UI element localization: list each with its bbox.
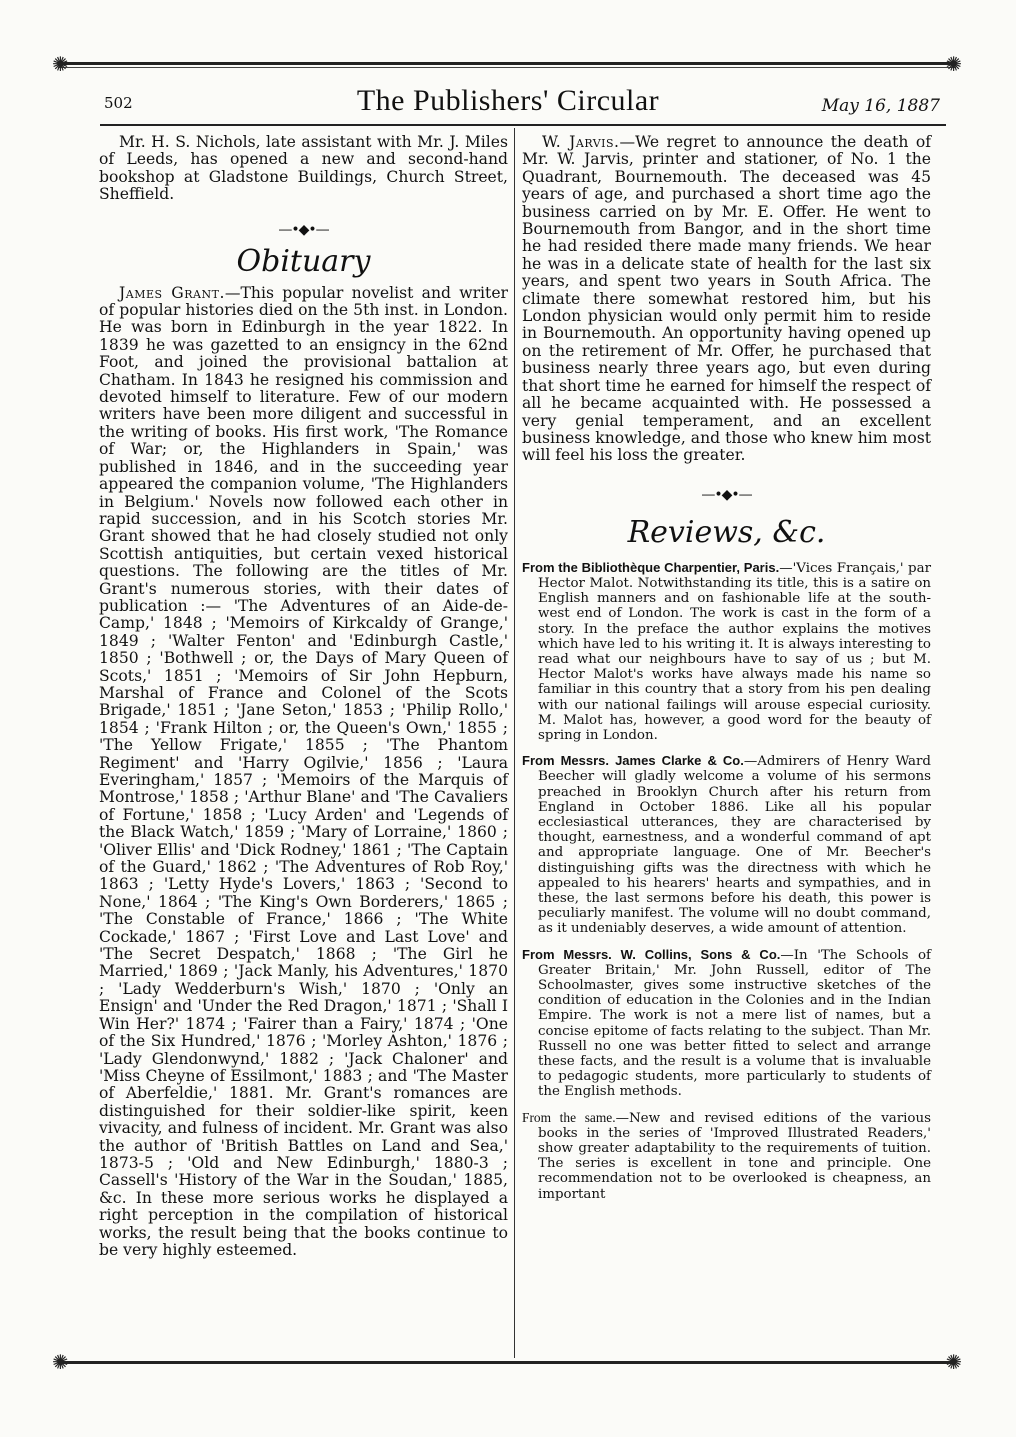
left-column [99, 134, 508, 1259]
corner-ornament-icon: ✺ [945, 52, 962, 76]
review-source: From the Bibliothèque Charpentier, Paris. [522, 559, 780, 575]
obituary-jarvis-text: —We regret to announce the death of Mr. W. Jarvis, printer and stationer, of No. 1 the Quadrant, Bournemouth. The deceased was 45 years of age, and purchased a short time ago the business carried on by Mr. E. Offer. He went to Bournemouth from Bangor, and in the short time he had resided there made many friends. We hear he was in a delicate state of health for the last six years, and spent two years in South Africa. The climate there somewhat restored him, but his London physician would only permit him to reside in Bournemouth. An opportunity having opened up on the retirement of Mr. Offer, he purchased that business nearly three years ago, but even during that short time he earned for himself the respect of all he became acquainted with. He possessed a very genial temperament, and an excellent business knowledge, and those who knew him most will feel his loss the greater. [522, 133, 931, 465]
top-border-rule [58, 62, 956, 65]
reviews-heading: Reviews, &c. [627, 514, 826, 550]
issue-date: May 16, 1887 [821, 96, 940, 116]
review-text: —'Vices Français,' par Hector Malot. Notwithstanding its title, this is a satire on English manners and on fashionable life at the south-west end of London. The work is cast in the form of a story. In the preface the author explains the motives which have led to his writing it. It is always interesting to read what our neighbours have to say of us ; but M. Hector Malot's works have always made his name so familiar in this country that a story from his pen dealing with our national failings will arouse especial curiosity. M. Malot has, however, a good word for the beauty of spring in London. [538, 560, 931, 743]
obituary-heading: Obituary [236, 243, 371, 279]
review-text: —New and revised editions of the various books in the series of 'Improved Illustrated Readers,' show greater adaptability to the requirements of tuition. The series is excellent in tone and principle. One recommendation not to be overlooked is cheapness, an important [538, 1110, 931, 1202]
obituary-grant [99, 285, 508, 1260]
review-source: From the same. [522, 1109, 616, 1125]
review-source: From Messrs. James Clarke & Co. [522, 753, 744, 769]
review-source: From Messrs. W. Collins, Sons & Co. [522, 946, 781, 962]
obituary-subject-name: W. Jarvis. [542, 133, 620, 151]
corner-ornament-icon: ✺ [52, 1350, 69, 1374]
obituary-subject-name: James Grant. [119, 283, 225, 302]
review-text: —Admirers of Henry Ward Beecher will gladly welcome a volume of his sermons preached in Brooklyn Church after his return from England in October 1886. Like all his popular ecclesiastical utterances, they are characterised by thought, earnestness, and a wonderful command of apt and appropriate language. One of Mr. Beecher's distinguishing gifts was the directness with which he appealed to his hearers' hearts and sympathies, and in these, the last sermons before his death, this power is peculiarly manifest. The volume will no doubt command, as it undeniably deserves, a wide amount of attention. [538, 754, 931, 937]
corner-ornament-icon: ✺ [945, 1350, 962, 1374]
section-separator: —•◆•— [278, 221, 329, 238]
top-border-rule-thin [58, 67, 956, 68]
page-title: The Publishers' Circular [356, 84, 660, 117]
review-entry [522, 1110, 931, 1202]
obituary-grant-text: —This popular novelist and writer of popular histories died on the 5th inst. in London. He was born in Edinburgh in the year 1822. In 1839 he was gazetted to an ensigncy in the 62nd Foot, and joined the provisional battalion at Chatham. In 1843 he resigned his commission and devoted himself to literature. Few of our modern writers have been more diligent and successful in the writing of books. His first work, 'The Romance of War; or, the Highlanders in Spain,' was published in 1846, and in the succeeding year appeared the companion volume, 'The Highlanders in Belgium.' Novels now followed each other in rapid succession, and in his Scotch stories Mr. Grant showed that he had closely studied not only Scottish antiquities, but certain vexed historical questions. The following are the titles of Mr. Grant's numerous stories, with their dates of publication :— 'The Adventures of an Aide-de-Camp,' 1848 ; 'Memoirs of Kirkcaldy of Grange,' 1849 ; 'Walter Fenton' and 'Edinburgh Castle,' 1850 ; 'Bothwell ; or, the Days of Mary Queen of Scots,' 1851 ; 'Memoirs of Sir John Hepburn, Marshal of France and Colonel of the Scots Brigade,' 1851 ; 'Jane Seton,' 1853 ; 'Philip Rollo,' 1854 ; 'Frank Hilton ; or, the Queen's Own,' 1855 ; 'The Yellow Frigate,' 1855 ; 'The Phantom Regiment' and 'Harry Ogilvie,' 1856 ; 'Laura Everingham,' 1857 ; 'Memoirs of the Marquis of Montrose,' 1858 ; 'Arthur Blane' and 'The Cavaliers of Fortune,' 1858 ; 'Lucy Arden' and 'Legends of the Black Watch,' 1859 ; 'Mary of Lorraine,' 1860 ; 'Oliver Ellis' and 'Dick Rodney,' 1861 ; 'The Captain of the Guard,' 1862 ; 'The Adventures of Rob Roy,' 1863 ; 'Letty Hyde's Lovers,' 1863 ; 'Second to None,' 1864 ; 'The King's Own Borderers,' 1865 ; 'The Constable of France,' 1866 ; 'The White Cockade,' 1867 ; 'First Love and Last Love' and 'The Secret Despatch,' 1868 ; 'The Girl he Married,' 1869 ; 'Jack Manly, his Adventures,' 1870 ; 'Lady Wedderburn's Wish,' 1870 ; 'Only an Ensign' and 'Under the Red Dragon,' 1871 ; 'Shall I Win Her?' 1874 ; 'Fairer than a Fairy,' 1874 ; 'One of the Six Hundred,' 1876 ; 'Morley Ashton,' 1876 ; 'Lady Glendonwynd,' 1882 ; 'Jack Chaloner' and 'Miss Cheyne of Essilmont,' 1883 ; and 'The Master of Aberfeldie,' 1881. Mr. Grant's romances are distinguished for their soldier-like spirit, keen vivacity, and fulness of incident. Mr. Grant was also the author of 'British Battles on Land and Sea,' 1873-5 ; 'Old and New Edinburgh,' 1880-3 ; Cassell's 'History of the War in the Soudan,' 1885, &c. In these more serious works he displayed a right perception in the compilation of historical works, the result being that the books continue to be very highly esteemed. [99, 283, 508, 1259]
right-column [522, 134, 931, 1212]
review-text: —In 'The Schools of Greater Britain,' Mr. John Russell, editor of The Schoolmaster, gives some instructive sketches of the condition of education in the Colonies and in the Indian Empire. The work is not a mere list of names, but a concise epitome of facts relating to the subject. Than Mr. Russell no one was better fitted to select and arrange these facts, and the result is a volume that is invaluable to pedagogic students, more particularly to students of the English methods. [538, 947, 931, 1100]
review-entry [522, 947, 931, 1100]
bottom-border-rule [58, 1361, 956, 1364]
nichols-notice: Mr. H. S. Nichols, late assistant with Mr. J. Miles of Leeds, has opened a new and second-hand bookshop at Gladstone Buildings, Church Street, Sheffield. [99, 133, 508, 204]
column-divider [514, 128, 515, 1358]
corner-ornament-icon: ✺ [52, 52, 69, 76]
obituary-jarvis [522, 134, 931, 465]
header-rule [100, 124, 946, 126]
review-entry [522, 560, 931, 743]
review-entry [522, 753, 931, 936]
page-number: 502 [104, 94, 133, 112]
section-separator: —•◆•— [701, 486, 752, 503]
